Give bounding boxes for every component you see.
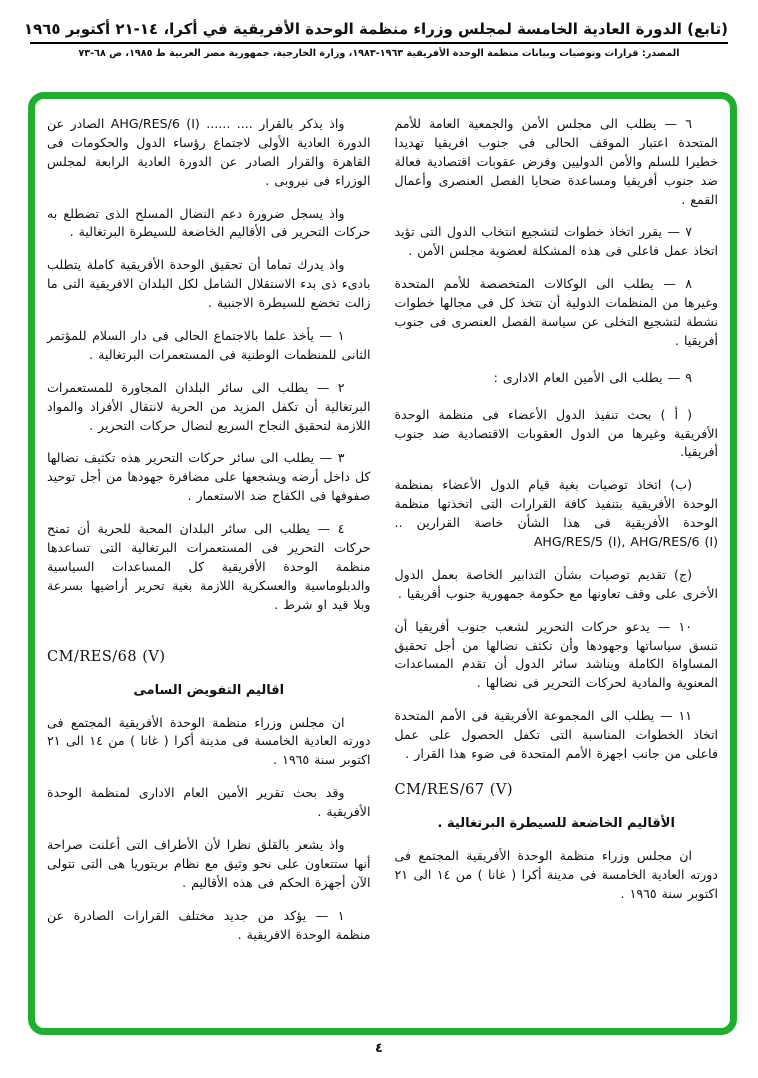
resolution-code: CM/RES/67 (V) xyxy=(394,781,513,798)
document-title: (تابع) الدورة العادية الخامسة لمجلس وزراء منظمة الوحدة الأفريقية في أكرا، ١٤-٢١ أكتوبر ١٩٦٥ xyxy=(23,20,728,38)
green-border-frame xyxy=(28,92,737,1035)
paragraph: ٦ — يطلب الى مجلس الأمن والجمعية العامة للأمم المتحدة اعتبار الموقف الحالى فى جنوب افريقيا تهديدا خطيرا للسلم والأمن الدوليين وفرض عقوبات اقتصادية فعالة ضد جنوب أفريقيا ومساعدة ضحايا الفصل العنصرى وأعمال القمع . xyxy=(394,116,718,207)
paragraph: وقد بحث تقرير الأمين العام الادارى لمنظمة الوحدة الأفريقية . xyxy=(47,785,371,820)
column-right xyxy=(395,115,719,1018)
paragraph: (ج) تقديم توصيات بشأن التدابير الخاصة بعمل الدول الأخرى على وقف تعاونها مع حكومة جمهورية جنوب أفريقيا . xyxy=(394,566,718,601)
paragraph: ان مجلس وزراء منظمة الوحدة الأفريقية المجتمع فى دورته العادية الخامسة فى مدينة أكرا ( غانا ) من ١٤ الى ٢١ اكتوبر سنة ١٩٦٥ . xyxy=(47,714,371,768)
paragraph: ١ — يؤكد من جديد مختلف القرارات الصادرة عن منظمة الوحدة الافريقية . xyxy=(47,907,371,942)
paragraph: ١١ — يطلب الى المجموعة الأفريقية فى الأمم المتحدة اتخاذ الخطوات المناسبة التى تكفل الحصول على عمل فاعلى من جانب اجهزة الأمم المتحدة فى ضوء هذا القرار . xyxy=(394,708,718,762)
paragraph: ٤ — يطلب الى سائر البلدان المحبة للحرية أن تمنح حركات التحرير فى المستعمرات البرتغالية التى تساعدها منظمة الوحدة الأفريقية كل المساعدات السياسية والدبلوماسية والعسكرية اللازمة بغية تحرير أراضيها بسرعة وبلا قيد او شرط . xyxy=(47,521,371,612)
page-number: ٤ xyxy=(375,1041,383,1056)
resolution-heading: اقاليم التفويض السامى xyxy=(133,682,285,698)
paragraph: (ب) اتخاذ توصيات بغية قيام الدول الأعضاء بمنظمة الوحدة الأفريقية بتنفيذ كافة القرارات التى اتخذتها منظمة الوحدة الأفريقية فى هذا الشأن خاصة القرارين .. AHG/RES/5 (I), AHG/RES/6 (I) xyxy=(394,477,718,550)
paragraph: واذ يدرك تماما أن تحقيق الوحدة الأفريقية كاملة يتطلب بادىء ذى بدء الاستقلال الشامل لكل البلدان الافريقية التى ما زالت تخضع للسيطرة الاجنبية . xyxy=(47,257,371,311)
resolution-heading: الأقاليم الخاضعة للسيطرة البرتغالية . xyxy=(437,815,675,831)
paragraph: ان مجلس وزراء منظمة الوحدة الأفريقية المجتمع فى دورته العادية الخامسة فى مدينة أكرا ( غانا ) من ١٤ الى ٢١ اكتوبر سنة ١٩٦٥ . xyxy=(394,847,718,901)
paragraph: ٨ — يطلب الى الوكالات المتخصصة للأمم المتحدة وغيرها من المنظمات الدولية أن تتخذ كل فى مجالها خطوات نشطة لتشجيع التخلى عن سياسة الفصل العنصرى فى جنوب أفريقيا . xyxy=(394,276,718,348)
page-header xyxy=(23,20,728,59)
paragraph: ٧ — يقرر اتخاذ خطوات لتشجيع انتخاب الدول التى تؤيد اتخاذ عمل فاعلى فى هذه المشكلة لعضوية مجلس الأمن . xyxy=(394,224,718,259)
source-line: المصدر: قرارات وتوصيات وبيانات منظمة الوحدة الأفريقية ١٩٦٣-١٩٨٣، وزارة الخارجية، جمهورية مصر العربية ط ١٩٨٥، ص ٦٨-٧٣ xyxy=(78,48,680,59)
paragraph: واذ يسجل ضرورة دعم النضال المسلح الذى تضطلع به حركات التحرير فى الأقاليم الخاضعة للسيطرة البرتغالية . xyxy=(47,205,371,240)
two-column-layout xyxy=(47,115,718,1018)
paragraph: واذ يشعر بالقلق نظرا لأن الأطراف التى أعلنت صراحة أنها ستتعاون على نحو وثيق مع نظام بريتوريا هى التى تتولى الآن أجهزة الحكم فى هذه الأقاليم . xyxy=(47,837,371,890)
paragraph: واذ يذكر بالقرار .... ...... AHG/RES/6 (I) الصادر عن الدورة العادية الأولى لاجتماع رؤساء الدول والحكومات فى القاهرة والقرار الصادر عن الدورة العادية الرابعة لمجلس الوزراء فى نيروبى . xyxy=(47,116,371,188)
paragraph: ١٠ — يدعو حركات التحرير لشعب جنوب أفريقيا أن تنسق سياساتها وجهودها وأن تكثف نضالها من أجل تحقيق المساواة الكاملة ويناشد سائر الدول أن تقدم المساعدات المعنوية والمادية لحركات التحرير فى نضالها . xyxy=(394,618,718,691)
resolution-code: CM/RES/68 (V) xyxy=(47,648,166,665)
column-left xyxy=(47,115,371,1018)
paragraph: ٣ — يطلب الى سائر حركات التحرير هذه تكثيف نضالها كل داخل أرضه ويشجعها على مضافرة جهودها من أجل توحيد صفوفها فى الكفاح ضد الاستعمار . xyxy=(47,450,371,504)
header-divider xyxy=(30,42,728,44)
paragraph: ٩ — يطلب الى الأمين العام الادارى : xyxy=(493,369,692,385)
paragraph: ١ — يأخذ علما بالاجتماع الحالى فى دار السلام للمؤتمر الثانى للمنظمات الوطنية فى المستعمرات البرتغالية . xyxy=(47,328,371,362)
paragraph: ٢ — يطلب الى سائر البلدان المجاورة للمستعمرات البرتغالية أن تكفل المزيد من الحرية لانتقال الأفراد والمواد اللازمة لتحقيق النجاح السريع لنضال حركات التحرير . xyxy=(47,379,371,433)
paragraph: ( أ ) بحث تنفيذ الدول الأعضاء فى منظمة الوحدة الأفريقية وغيرها من الدول العقوبات الاقتصادية ضد جنوب أفريقيا. xyxy=(394,406,718,460)
